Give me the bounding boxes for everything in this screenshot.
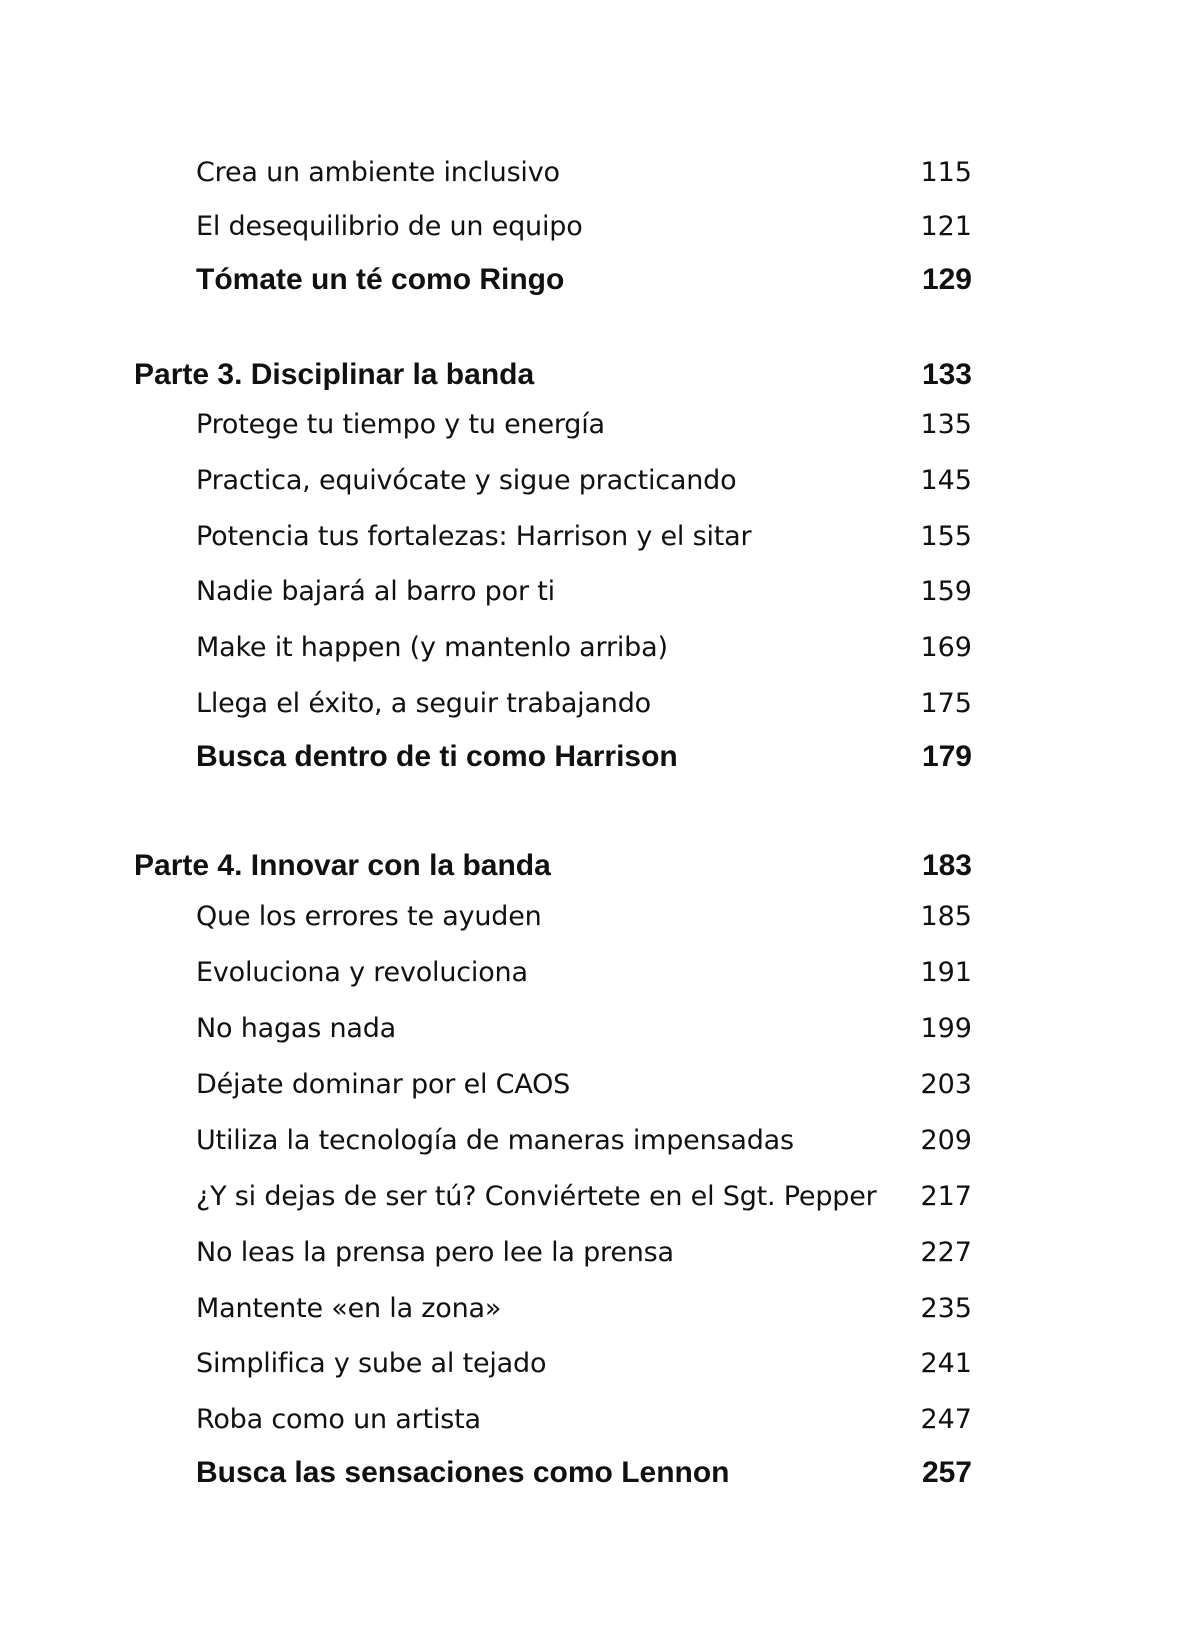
toc-entry-page: 159 <box>920 576 972 607</box>
toc-entry-page: 199 <box>920 1013 972 1044</box>
toc-entry-page: 175 <box>920 688 972 719</box>
toc-entry-title: Nadie bajará al barro por ti <box>196 576 555 607</box>
toc-entry-title: ¿Y si dejas de ser tú? Conviértete en el Sgt. Pepper <box>196 1181 877 1212</box>
toc-entry-page: 115 <box>920 157 972 188</box>
toc-entry-title: Protege tu tiempo y tu energía <box>196 409 605 440</box>
toc-entry <box>0 1113 1183 1169</box>
toc-entry <box>0 1336 1183 1392</box>
toc-entry-title: Que los errores te ayuden <box>196 901 542 932</box>
toc-entry <box>0 564 1183 620</box>
toc-entry <box>0 1001 1183 1057</box>
toc-entry <box>0 1225 1183 1281</box>
toc-entry <box>0 199 1183 255</box>
toc-closing-entry <box>0 1445 1183 1501</box>
toc-part-page: 183 <box>921 849 972 882</box>
toc-entry-page: 203 <box>920 1069 972 1100</box>
toc-entry <box>0 620 1183 676</box>
toc-entry-page: 191 <box>920 957 972 988</box>
toc-entry-page: 169 <box>920 632 972 663</box>
toc-entry-page: 135 <box>920 409 972 440</box>
toc-entry <box>0 889 1183 945</box>
toc-entry-page: 185 <box>920 901 972 932</box>
toc-entry-page: 247 <box>920 1404 972 1435</box>
toc-entry-title: No leas la prensa pero lee la prensa <box>196 1237 674 1268</box>
toc-entry-page: 217 <box>920 1181 972 1212</box>
toc-entry-page: 209 <box>920 1125 972 1156</box>
toc-closing-page: 129 <box>921 263 972 296</box>
toc-entry-title: El desequilibrio de un equipo <box>196 211 583 242</box>
toc-entry-title: Practica, equivócate y sigue practicando <box>196 465 737 496</box>
toc-closing-page: 179 <box>921 740 972 773</box>
toc-part-heading <box>0 838 1183 894</box>
toc-part-heading <box>0 347 1183 403</box>
toc-closing-title: Busca las sensaciones como Lennon <box>196 1456 730 1489</box>
toc-entry-title: Utiliza la tecnología de maneras impensadas <box>196 1125 794 1156</box>
toc-entry-title: No hagas nada <box>196 1013 397 1044</box>
toc-entry <box>0 1392 1183 1448</box>
toc-entry <box>0 1281 1183 1337</box>
toc-entry-title: Déjate dominar por el CAOS <box>196 1069 571 1100</box>
toc-entry <box>0 1169 1183 1225</box>
toc-entry-page: 145 <box>920 465 972 496</box>
toc-closing-entry <box>0 729 1183 785</box>
toc-entry-title: Evoluciona y revoluciona <box>196 957 528 988</box>
toc-entry <box>0 453 1183 509</box>
toc-entry-title: Roba como un artista <box>196 1404 481 1435</box>
toc-entry <box>0 397 1183 453</box>
toc-entry-page: 241 <box>920 1348 972 1379</box>
toc-entry-title: Mantente «en la zona» <box>196 1293 502 1324</box>
toc-entry-title: Potencia tus fortalezas: Harrison y el sitar <box>196 521 752 552</box>
toc-entry <box>0 509 1183 565</box>
toc-entry <box>0 945 1183 1001</box>
toc-part-title: Parte 3. Disciplinar la banda <box>134 358 535 391</box>
toc-entry <box>0 676 1183 732</box>
toc-entry-title: Simplifica y sube al tejado <box>196 1348 547 1379</box>
toc-closing-page: 257 <box>921 1456 972 1489</box>
toc-entry-page: 121 <box>920 211 972 242</box>
toc-closing-title: Busca dentro de ti como Harrison <box>196 740 678 773</box>
toc-closing-title: Tómate un té como Ringo <box>196 263 565 296</box>
toc-entry-title: Crea un ambiente inclusivo <box>196 157 560 188</box>
toc-closing-entry <box>0 252 1183 308</box>
toc-part-title: Parte 4. Innovar con la banda <box>134 849 551 882</box>
toc-entry <box>0 1057 1183 1113</box>
toc-entry <box>0 145 1183 201</box>
toc-entry-page: 155 <box>920 521 972 552</box>
toc-entry-page: 235 <box>920 1293 972 1324</box>
toc-part-page: 133 <box>921 358 972 391</box>
toc-entry-title: Make it happen (y mantenlo arriba) <box>196 632 668 663</box>
toc-entry-page: 227 <box>920 1237 972 1268</box>
toc-entry-title: Llega el éxito, a seguir trabajando <box>196 688 651 719</box>
